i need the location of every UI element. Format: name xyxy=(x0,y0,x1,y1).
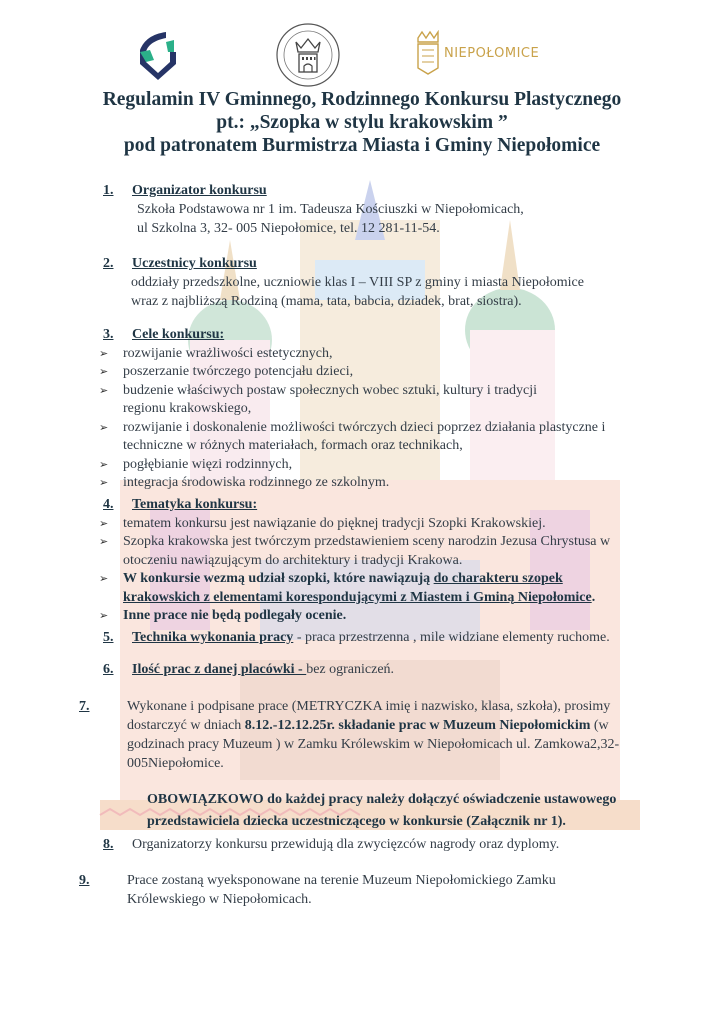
section-number: 2. xyxy=(103,256,114,271)
list-item: ➢ pogłębianie więzi rodzinnych, xyxy=(97,456,617,475)
section-number: 3. xyxy=(103,327,114,342)
participants-line: wraz z najbliższą Rodziną (mama, tata, babcia, dziadek, brat, siostra). xyxy=(131,294,522,309)
section-technique xyxy=(103,628,663,647)
list-item-emphasis xyxy=(97,570,627,607)
list-item: ➢ rozwijanie wrażliwości estetycznych, xyxy=(97,345,617,364)
list-item: ➢ Inne prace nie będą podlegały ocenie. xyxy=(97,607,627,626)
section-heading: Technika wykonania pracy xyxy=(132,630,294,645)
emphasis-text: W konkursie wezmą udział szopki, które nawiązują xyxy=(123,571,434,586)
delivery-location: (w godzinach pracy Muzeum ) w Zamku Królewskim w Niepołomicach ul. Zamkowa2,32-005Niepołomice. xyxy=(127,718,620,771)
title-line-1: Regulamin IV Gminnego, Rodzinnego Konkursu Plastycznego xyxy=(102,89,622,110)
section-text: - praca przestrzenna , mile widziane elementy ruchome. xyxy=(293,630,610,645)
section-number: 7. xyxy=(79,699,90,714)
list-item: ➢ Szopka krakowska jest twórczym przedstawieniem sceny narodzin Jezusa Chrystusa w otoczeniu nawiązującym do architektury i tradycji Krakowa. xyxy=(97,533,627,570)
section-prizes xyxy=(103,835,663,854)
list-item: ➢ budzenie właściwych postaw społecznych wobec sztuki, kultury i tradycji regionu krakowskiego, xyxy=(97,382,563,419)
section-delivery xyxy=(79,697,623,833)
list-item: ➢ tematem konkursu jest nawiązanie do pięknej tradycji Szopki Krakowskiej. xyxy=(97,515,627,534)
city-logo-text: NIEPOŁOMICE xyxy=(444,46,540,61)
museum-seal-logo xyxy=(275,22,341,88)
list-item: ➢ integracja środowiska rodzinnego ze szkolnym. xyxy=(97,474,617,493)
obligatory-notice: OBOWIĄZKOWO do każdej pracy należy dołączyć oświadczenie ustawowego przedstawiciela dziecka uczestniczącego w konkursie (Załącznik nr 1). xyxy=(147,792,617,829)
section-number: 1. xyxy=(103,183,114,198)
list-item: ➢ poszerzanie twórczego potencjału dzieci, xyxy=(97,363,617,382)
king-crown-icon xyxy=(414,30,442,76)
section-number: 5. xyxy=(103,630,114,645)
section-heading: Organizator konkursu xyxy=(132,183,267,198)
section-organizer xyxy=(103,181,663,238)
title-line-3: pod patronatem Burmistrza Miasta i Gminy Niepołomice xyxy=(123,135,601,156)
niepolomice-city-logo xyxy=(414,30,544,78)
section-participants xyxy=(103,254,663,311)
emphasis-end: . xyxy=(591,589,596,605)
document-title xyxy=(0,88,724,157)
section-quantity xyxy=(103,660,663,679)
section-text: Organizatorzy konkursu przewidują dla zwycięzców nagrody oraz dyplomy. xyxy=(132,837,560,852)
section-heading: Tematyka konkursu: xyxy=(132,497,258,512)
section-text: bez ograniczeń. xyxy=(306,662,395,677)
title-line-2: pt.: „Szopka w stylu krakowskim ” xyxy=(216,112,508,133)
emphasis-underlined-text: do charakteru szopek krakowskich z elementami korespondującymi z Miastem i Gminą Niepołomice xyxy=(123,571,592,605)
section-text: Prace zostaną wyeksponowane na terenie Muzeum Niepołomickiego Zamku Królewskiego w Niepołomicach. xyxy=(127,873,556,907)
logo-bar xyxy=(0,22,724,92)
section-number: 6. xyxy=(103,662,114,677)
section-heading: Cele konkursu: xyxy=(132,327,225,342)
section-exhibition xyxy=(79,871,563,909)
section-goals xyxy=(103,326,663,493)
organizer-line: ul Szkolna 3, 32- 005 Niepołomice, tel. 12 281-11-54. xyxy=(137,221,440,236)
participants-line: oddziały przedszkolne, uczniowie klas I – VIII SP z gminy i miasta Niepołomice xyxy=(131,275,584,290)
section-number: 8. xyxy=(103,837,114,852)
section-heading: Ilość prac z danej placówki - xyxy=(132,662,307,677)
list-item: ➢ rozwijanie i doskonalenie możliwości twórczych dzieci poprzez działania plastyczne i techniczne w różnych materiałach, formach oraz technikach, xyxy=(97,419,617,456)
delivery-text: Wykonane i podpisane prace (METRYCZKA imię i nazwisko, klasa, szkoła), prosimy dostarczyć w dniach xyxy=(127,699,611,733)
section-theme xyxy=(103,496,663,626)
section-number: 9. xyxy=(79,873,90,888)
organizer-line: Szkoła Podstawowa nr 1 im. Tadeusza Kościuszki w Niepołomicach, xyxy=(137,202,524,217)
section-heading: Uczestnicy konkursu xyxy=(132,256,257,271)
delivery-dates: 8.12.-12.12.25r. składanie prac w Muzeum Niepołomickim xyxy=(244,718,591,733)
school-shield-logo xyxy=(136,30,180,82)
section-number: 4. xyxy=(103,497,114,512)
